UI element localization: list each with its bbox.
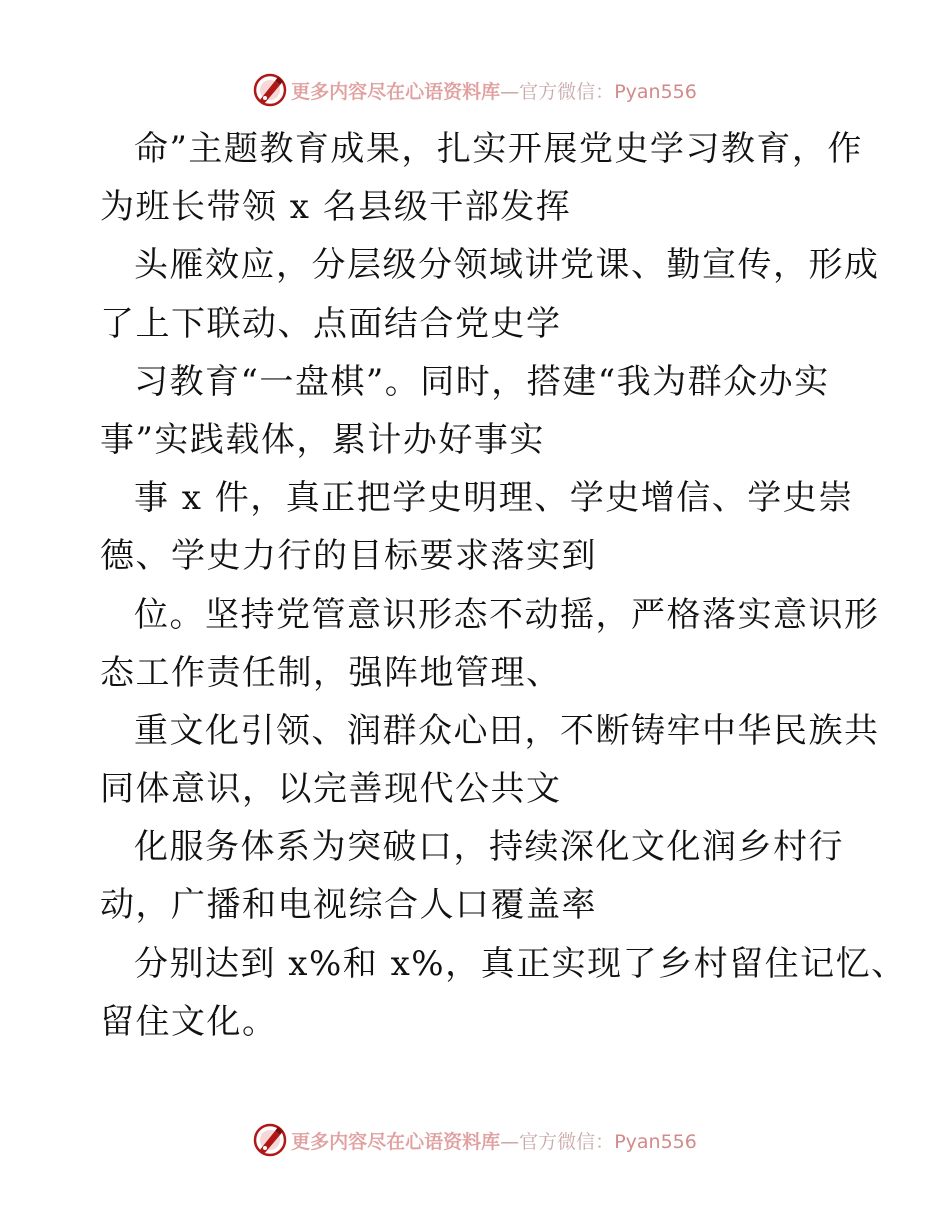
- header-text: [291, 77, 697, 104]
- header-watermark: [0, 70, 950, 110]
- header-main-text: 更多内容尽在心语资料库: [291, 80, 501, 103]
- body-line: 位。坚持党管意识形态不动摇，严格落实意识形: [134, 594, 880, 635]
- footer-main-text: 更多内容尽在心语资料库: [291, 1130, 501, 1153]
- header-dash: —: [500, 80, 520, 103]
- body-line: 留住文化。: [100, 1001, 278, 1042]
- body-line: 分别达到 x%和 x%，真正实现了乡村留住记忆、: [134, 943, 907, 984]
- header-wechat-label: 官方微信：: [519, 80, 615, 103]
- pen-logo-icon: [253, 73, 287, 107]
- footer-wechat-id: Pyan556: [614, 1130, 697, 1153]
- body-line: 头雁效应，分层级分领域讲党课、勤宣传，形成: [134, 245, 880, 286]
- footer-watermark: [0, 1120, 950, 1160]
- pen-logo-icon: [253, 1123, 287, 1157]
- body-line: 动，广播和电视综合人口覆盖率: [100, 885, 597, 926]
- footer-dash: —: [500, 1130, 520, 1153]
- footer-wechat-label: 官方微信：: [519, 1130, 615, 1153]
- footer-text: [291, 1127, 697, 1154]
- body-line: 命”主题教育成果，扎实开展党史学习教育，作: [134, 129, 863, 169]
- body-line: 重文化引领、润群众心田，不断铸牢中华民族共: [134, 710, 880, 751]
- body-line: 同体意识，以完善现代公共文: [100, 769, 562, 810]
- body-line: 为班长带领 x 名县级干部发挥: [100, 187, 572, 228]
- body-line: 德、学史力行的目标要求落实到: [100, 536, 597, 577]
- body-line: 习教育“一盘棋”。同时，搭建“我为群众办实: [134, 361, 830, 402]
- body-line: 事”实践载体，累计办好事实: [100, 419, 545, 460]
- body-line: 事 x 件，真正把学史明理、学史增信、学史崇: [134, 478, 854, 519]
- document-body: [100, 120, 907, 1051]
- header-wechat-id: Pyan556: [614, 80, 697, 103]
- body-line: 化服务体系为突破口，持续深化文化润乡村行: [134, 827, 844, 868]
- body-line: 了上下联动、点面结合党史学: [100, 303, 562, 344]
- body-line: 态工作责任制，强阵地管理、: [100, 652, 562, 693]
